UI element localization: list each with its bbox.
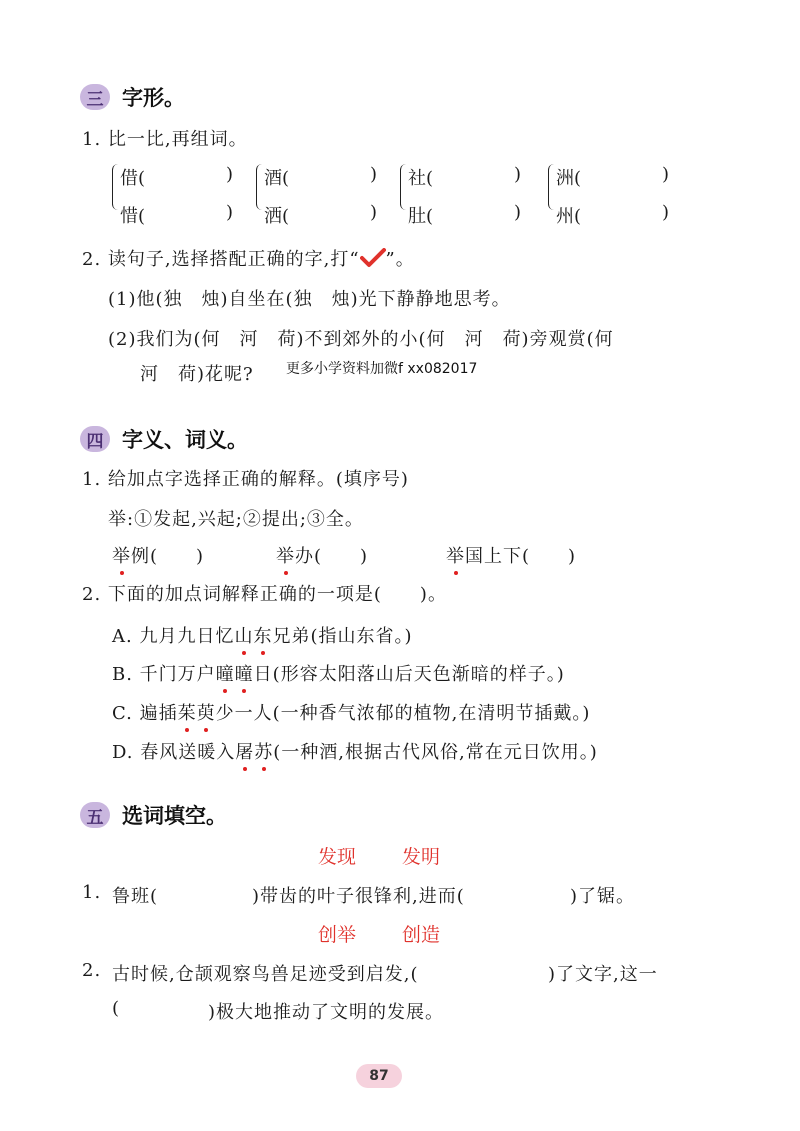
question-number: 1.: [82, 882, 102, 903]
choice-text: 少一人(一种香气浓郁的植物,在清明节插戴。): [215, 703, 591, 724]
word-choice: 创造: [402, 924, 441, 946]
fill-item-text: 例( ): [131, 546, 205, 567]
section-title: 字义、词义。: [122, 428, 248, 452]
choice-text: D. 春风送暖入: [112, 742, 236, 763]
fill-text: )了锯。: [570, 886, 636, 907]
section-3-header: [80, 82, 185, 112]
dotted-char: 曈: [235, 660, 254, 686]
sentence: (2)我们为(何 河 荷)不到郊外的小(何 河 荷)旁观赏(何: [108, 329, 614, 350]
question-number: 2.: [82, 960, 102, 981]
fill-sentence: [82, 882, 101, 903]
word-choice: 创举: [318, 924, 357, 946]
word-choice: 发现: [318, 846, 357, 868]
sentence: (1)他(独 烛)自坐在(独 烛)光下静静地思考。: [108, 289, 511, 310]
choice-d[interactable]: [112, 738, 598, 764]
section-badge: 四: [80, 426, 110, 452]
question-label: 1. 比一比,再组词。: [82, 129, 248, 150]
choice-text: C. 遍插: [112, 703, 178, 724]
dotted-char: 萸: [197, 699, 216, 725]
question-label: 1. 给加点字选择正确的解释。(填序号): [82, 469, 409, 490]
page-number: 87: [356, 1064, 402, 1088]
compare-top: 借(: [120, 168, 146, 189]
paren-close: ): [662, 202, 670, 223]
fill-text: )带齿的叶子很锋利,进而(: [252, 886, 465, 907]
paren-close: ): [226, 164, 234, 185]
fill-text: 鲁班(: [112, 886, 159, 907]
choice-c[interactable]: [112, 699, 590, 725]
paren-close: ): [370, 202, 378, 223]
fill-text: )极大地推动了文明的发展。: [208, 1002, 445, 1023]
choice-text: 兄弟(指山东省。): [272, 626, 413, 647]
choice-text: (一种酒,根据古代风俗,常在元日饮用。): [273, 742, 598, 763]
watermark-note: 更多小学资料加微f xx082017: [286, 361, 478, 377]
choice-a[interactable]: [112, 622, 413, 648]
choice-text: 日(形容太阳落山后天色渐暗的样子。): [253, 664, 565, 685]
fill-text: )了文字,这一: [548, 964, 658, 985]
compare-top: 酒(: [264, 168, 290, 189]
fill-item: [446, 542, 576, 568]
section-5-header: [80, 800, 227, 830]
section-badge: 三: [80, 84, 110, 110]
fill-item-text: 办( ): [295, 546, 369, 567]
question-label: 2. 下面的加点词解释正确的一项是( )。: [82, 584, 447, 605]
word-choice: 发明: [402, 846, 441, 868]
paren-close: ): [514, 164, 522, 185]
fill-text: (: [112, 998, 121, 1019]
dotted-char: 曈: [216, 660, 235, 686]
paren-close: ): [514, 202, 522, 223]
fill-item-text: 国上下( ): [465, 546, 577, 567]
sentence: 河 荷)花呢?: [140, 364, 254, 385]
compare-bottom: 州(: [556, 206, 582, 227]
section-4-header: [80, 424, 248, 454]
fill-item: [276, 542, 368, 568]
label-text: 2. 读句子,选择搭配正确的字,打“: [82, 249, 360, 270]
compare-bottom: 惜(: [120, 206, 146, 227]
section-badge: 五: [80, 802, 110, 828]
choice-b[interactable]: [112, 660, 565, 686]
paren-close: ): [662, 164, 670, 185]
paren-close: ): [370, 164, 378, 185]
dotted-char: 东: [253, 622, 272, 648]
section-title: 选词填空。: [122, 804, 227, 828]
question-label: [82, 245, 415, 273]
choice-text: A. 九月九日忆: [112, 626, 235, 647]
check-mark-icon: [360, 248, 386, 273]
paren-close: ): [226, 202, 234, 223]
fill-text: 古时候,仓颉观察鸟兽足迹受到启发,(: [112, 964, 419, 985]
dotted-char: 山: [234, 622, 253, 648]
dotted-char: 举: [276, 542, 295, 568]
compare-top: 洲(: [556, 168, 582, 189]
compare-bottom: 洒(: [264, 206, 290, 227]
compare-top: 社(: [408, 168, 434, 189]
dotted-char: 举: [112, 542, 131, 568]
dotted-char: 茱: [178, 699, 197, 725]
dotted-char: 举: [446, 542, 465, 568]
dotted-char: 屠: [235, 738, 254, 764]
meanings-text: 举:①发起,兴起;②提出;③全。: [108, 509, 364, 530]
compare-bottom: 肚(: [408, 206, 434, 227]
fill-item: [112, 542, 204, 568]
label-text: ”。: [385, 249, 415, 270]
dotted-char: 苏: [254, 738, 273, 764]
section-title: 字形。: [122, 86, 185, 110]
choice-text: B. 千门万户: [112, 664, 216, 685]
